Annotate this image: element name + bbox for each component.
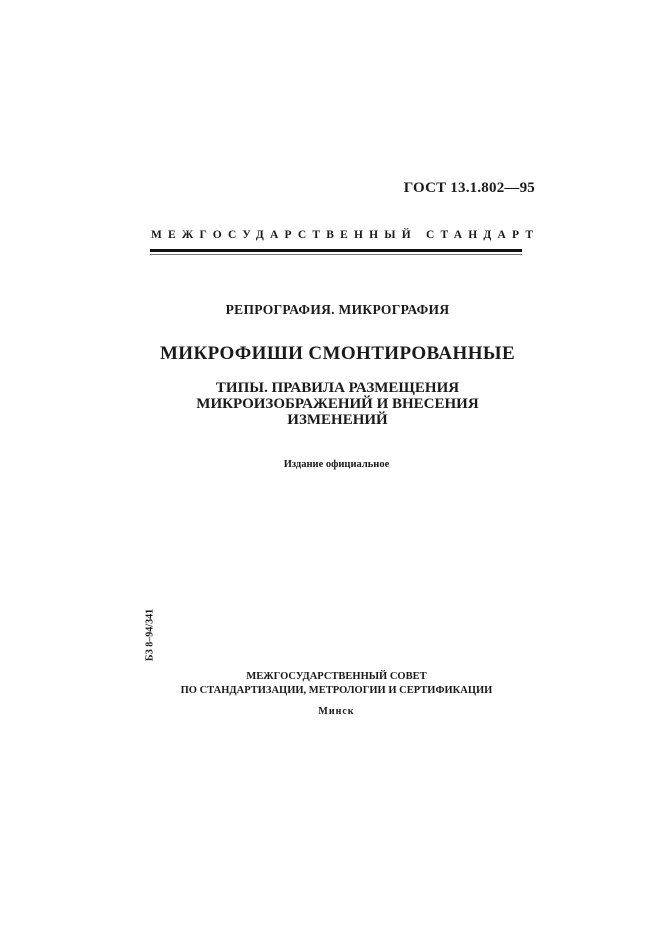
standard-code: ГОСТ 13.1.802—95 [403,180,535,196]
main-title: МИКРОФИШИ СМОНТИРОВАННЫЕ [159,343,516,364]
subject-heading: РЕПРОГРАФИЯ. МИКРОГРАФИЯ [225,302,450,317]
header-rule [150,249,522,252]
sub-title-line: МИКРОИЗОБРАЖЕНИЙ И ВНЕСЕНИЯ [196,396,479,412]
sub-title [0,380,661,428]
publisher-line: ПО СТАНДАРТИЗАЦИИ, МЕТРОЛОГИИ И СЕРТИФИКАЦИИ [180,685,493,696]
side-code [144,610,156,660]
edition-note: Издание официальное [283,459,390,470]
publisher [0,670,661,698]
publisher-line: МЕЖГОСУДАРСТВЕННЫЙ СОВЕТ [246,671,427,682]
sub-title-line: ИЗМЕНЕНИЙ [287,412,388,428]
publication-city: Минск [318,706,355,717]
header-band: МЕЖГОСУДАРСТВЕННЫЙ СТАНДАРТ [151,229,540,241]
side-code-text: БЗ 8–94/341 [144,608,156,662]
header-rule-thin [150,254,522,255]
sub-title-line: ТИПЫ. ПРАВИЛА РАЗМЕЩЕНИЯ [215,380,460,396]
